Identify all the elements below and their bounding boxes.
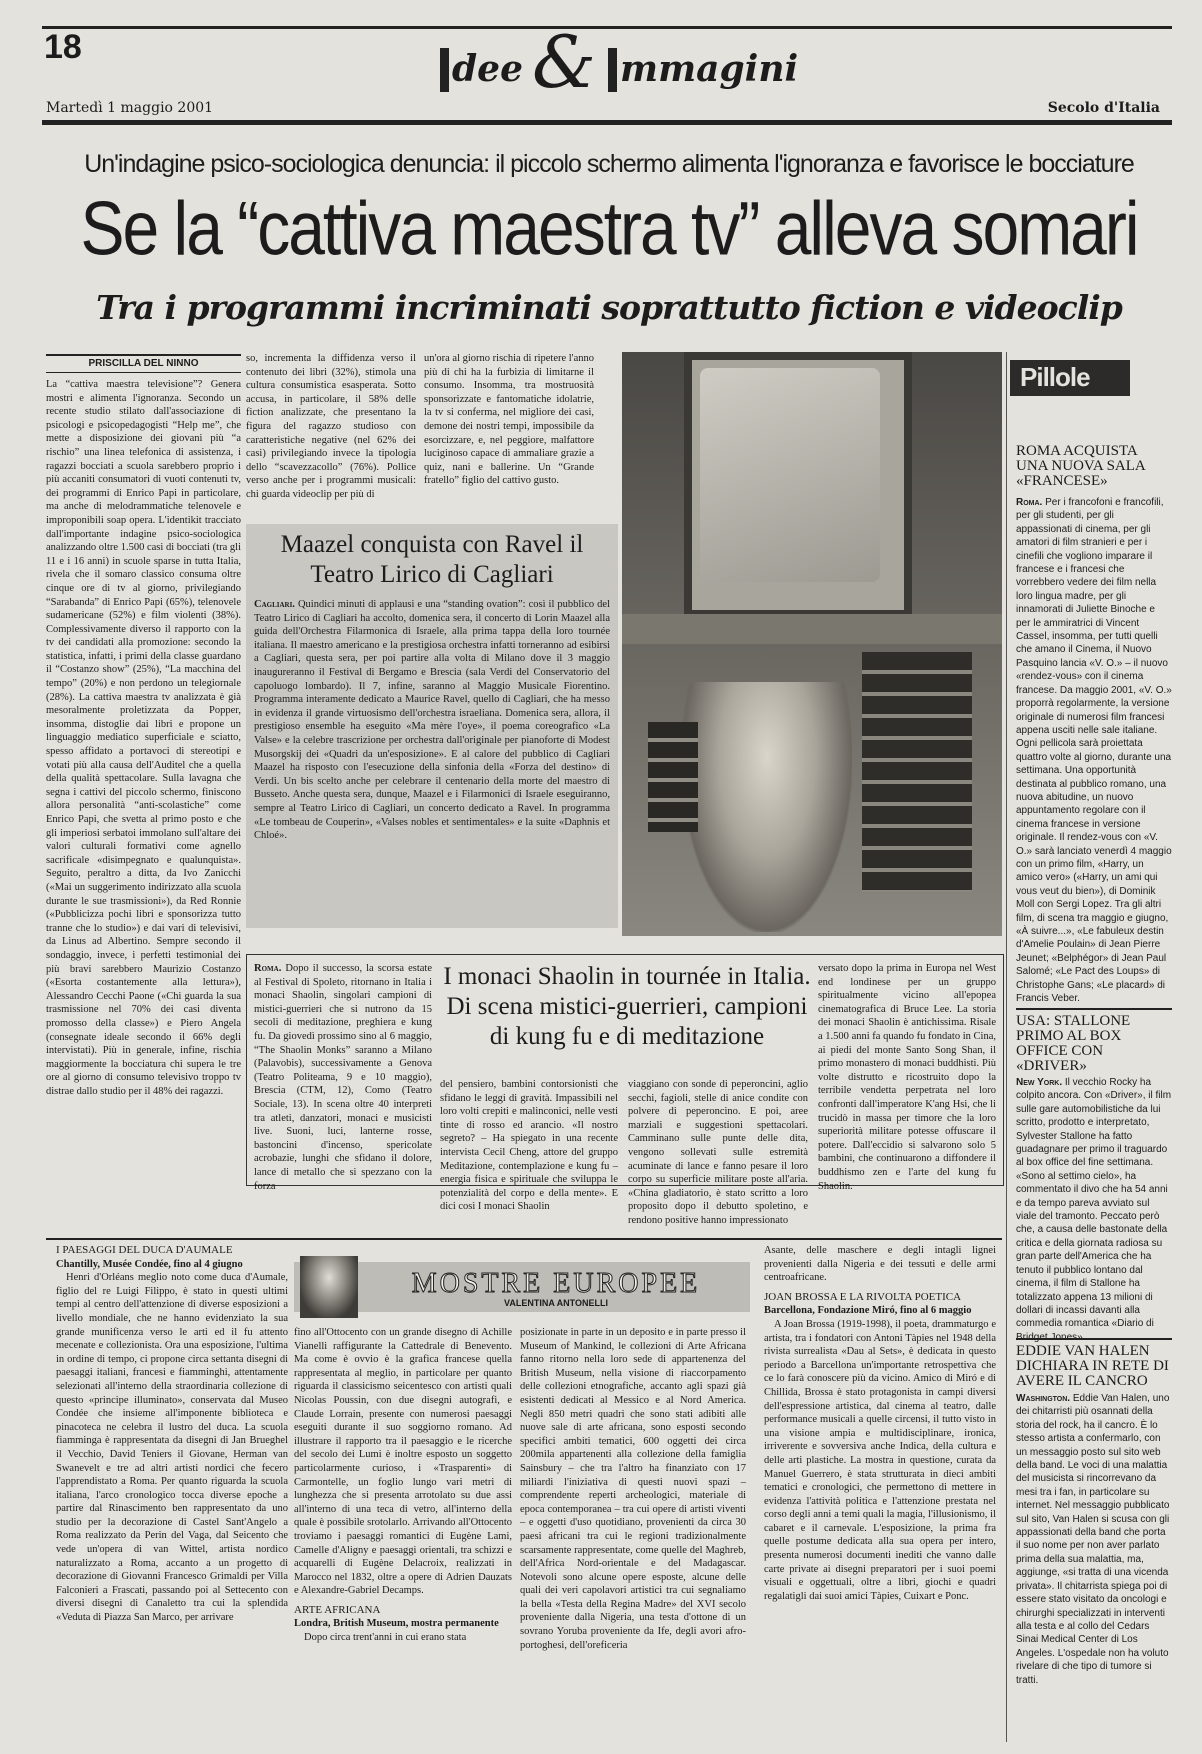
shaolin-col3-text: viaggiano con sonde di peperoncini, aglio secchi, fagioli, stelle di anice condite con polvere di peperoncino. E poi, aree marziali e suggestioni spettacolari. Camminano sulle punte delle dita, vengono sollevati sulle estremità acuminate di lance e fanno pesare il loro corpo su superficie militare poste all'aria. «China gladiatorio, è stato scritto a loro proposito dopo il debutto spoletino, e rendono positive hanno impressionato — [628, 1079, 808, 1226]
mostre-left-heading: I PAESAGGI DEL DUCA D'AUMALE — [56, 1244, 233, 1256]
maazel-text — [254, 598, 610, 843]
author-rule-bottom — [46, 372, 241, 373]
mona-lisa-icon — [300, 1256, 358, 1318]
mostre-right-heading: JOAN BROSSA E LA RIVOLTA POETICA — [764, 1290, 962, 1303]
tv-set — [684, 352, 912, 618]
tv-photo — [622, 352, 1002, 936]
sidebar-divider — [1006, 352, 1007, 1742]
main-article-col1 — [46, 378, 241, 1218]
mostre-mid1-text: fino all'Ottocento con un grande disegno di Achille Vianelli raffigurante la Cattedrale di Benevento. Ma come è ovvio è la grafica francese quella rappresentata al meglio, in particolare per quanto riguarda il classicismo seicentesco con artisti quali Nicolas Poussin, con due disegni autografi, e Claude Lorrain, presente con numerosi paesaggi eseguiti durante il suo soggiorno romano. Ad illustrare il rapporto tra il paesaggio e le ricerche del secolo dei Lumi è inoltre esposto un soggetto particolarmente curioso, i «Trasparenti» di Carmontelle, un foglio lungo vari metri di lunghezza che si presenta arrotolato su due assi all'interno di una teca di vetro, all'interno della quale è possibile srotolarlo. Arrivando all'Ottocento troviamo i paesaggi romantici di Eugène Lami, Camelle d'Aligny e paesaggi orientali, tra schizzi e acquarelli di Eugène Delacroix, realizzati in Marocco nel 1832, oltre a opere di Adrien Dauzats e Alexandre-Gabriel Decamps. — [294, 1327, 512, 1597]
pillola-1-headline: ROMA ACQUISTA UNA NUOVA SALA «FRANCESE» — [1016, 443, 1145, 489]
pillola-2-text — [1016, 1076, 1172, 1330]
child-figure — [682, 682, 852, 932]
pillole-title: Pillole — [1020, 362, 1090, 392]
mostre-banner — [294, 1262, 750, 1312]
video-tapes — [862, 652, 972, 892]
shaolin-dateline: Roma. — [254, 963, 282, 974]
maazel-dateline: Cagliari. — [254, 599, 295, 610]
mostre-right-sub: Barcellona, Fondazione Miró, fino al 6 maggio — [764, 1305, 972, 1317]
main-headline: Se la “cattiva maestra tv” alleva somari — [80, 185, 1138, 271]
issue-date: Martedì 1 maggio 2001 — [46, 100, 214, 116]
shaolin-col3 — [628, 1078, 808, 1226]
pillola-3-rule — [1016, 1338, 1172, 1340]
maazel-headline: Maazel conquista con Ravel il Teatro Lirico di Cagliari — [280, 531, 584, 588]
bottom-section-rule — [46, 1238, 1002, 1240]
mostre-mid1-tail: Dopo circa trent'anni in cui erano stata — [304, 1632, 467, 1644]
mostre-left-col — [56, 1244, 288, 1744]
mostre-right-text: A Joan Brossa (1919-1998), il poeta, drammaturgo e artista, tra i fondatori con Antoni Tàpies nel 1948 della rivista surrealista «Dau al Sets», è dedicata in questo periodo a Barcellona un'importante retrospettiva che ce lo farà conoscere più da vicino. Amico di Miró e di Chillida, Brossa è stato protagonista in campi diversi dell'espressione artistica, dal cinema al teatro, dalle performance musicali a quelle circensi, il tutto visto in una visione ampia e multidisciplinare, ironica, irriverente e sovversiva anche Indica, della cultura e delle arti plastiche. La mostra in questione, curata da Manuel Guerrero, è stata strutturata in dieci ambiti tematici e cronologici, che permettono di mettere in evidenza l'attività politica e l'attenzione prestata nel corso degli anni a temi quali la magia, l'illusionismo, il cabaret e il carnevale. L'esposizione, la prima fra quelle postume dedicata alla sua opera per intero, presenta numerosi documenti inediti che vanno dalle carte private ai disegni preparatori per i suoi poemi visuali e oggettuali, oltre a libri, giochi e quadri regalatigli dai suoi amici Tàpies, Cuixart e Ponc. — [764, 1318, 996, 1602]
mostre-right-col — [764, 1244, 996, 1744]
main-kicker: Un'indagine psico-sociologica denuncia: il piccolo schermo alimenta l'ignoranza e favorisce le bocciature — [84, 150, 1134, 178]
mostre-mid1-col — [294, 1326, 512, 1744]
main-col3-text: un'ora al giorno rischia di ripetere l'anno più di chi ha la furbizia di limitarne il consumo. Insomma, tra mostruosità sponsorizzate e fantomatiche idolatrie, la tv si conferma, nel migliore dei casi, demone dei nostri tempi, impossibile da esorcizzare, e, nel peggiore, malfattore luciginoso capace di ammaliare grazie a quiz, nani e ballerine. Un “Grande fratello” figlio del cattivo gusto. — [424, 353, 594, 487]
article-author: PRISCILLA DEL NINNO — [88, 358, 199, 369]
author-rule-top — [46, 354, 241, 356]
main-article-col3 — [424, 352, 594, 518]
mostre-left-text: Henri d'Orléans meglio noto come duca d'Aumale, figlio del re Luigi Filippo, è stato in questi ultimi tempi al centro dell'attenzione di diverse esposizioni a livello mondiale, che ne hanno evidenziato la sua grande munificenza verso le arti ed il fu attento mecenate e collezionista. Ora una esposizione, l'ultima in ordine di tempo, ci propone circa settanta disegni di paesaggi italiani, francesi e fiamminghi, attentamente selezionati all'interno della straordinaria collezione di questo «principe illuminato», conservata dal Museo Condée che insieme all'imponente biblioteca e pinacoteca ne celebra il lustro del duca. La scuola fiamminga è rappresentata da disegni di Jan Brueghel il Vecchio, David Teniers il Giovane, Herman van Swanevelt e tre ad altri artisti nordici che fecero l'apprendistato a Roma. Per quanto riguarda la scuola italiana, l'arco cronologico tocca diverse epoche a partire dal Rinascimento ben rappresentato da uno studio per la decorazione di Castel Sant'Angelo a Roma realizzato da Perin del Vaga, dal Seicento che vede un'opera di van Wittel, artista nordico naturalizzato a Roma, accanto a un progetto di decorazione di Giovanni Francesco Grimaldi per Villa Falconieri a Frascati, passando poi al Settecento con diversi disegni di Canaletto tra cui la splendida «Veduta di Piazza San Marco, per arrivare — [56, 1272, 288, 1624]
main-col1-text: La “cattiva maestra televisione”? Genera mostri e alimenta l'ignoranza. Secondo un recente studio stilato dall'associazione di psicologi e psicopedagogisti “Help me”, che mette a disposizione dei giovani più “a rischio” una linea telefonica di assistenza, i ragazzi bocciati a scuola sarebbero proprio i più accaniti consumatori di vuoti contenuti tv, dei programmi di Enrico Papi in particolare, ma anche di melodrammatiche telenovele e improponibili soap opera. L'identikit tracciato dall'importante indagine psico-sociologica analizzando oltre 1.500 casi di bocciati (tra gli 11 e i 16 anni) in scuole sparse in tutta Italia, rivela che il somaro classico consuma oltre cinque ore di tv al giorno, privilegiando “Sarabanda” di Enrico Papi (65%), telenovele sudamericane (52%) e film violenti (38%). Complessivamente diverso il rapporto con la tv dei candidati alla promozione: secondo la statistica, infatti, i primi della classe guardano il “Costanzo show” (25%), “La macchina del tempo” (20%) e non perdono un telegiornale (28%). La cattiva maestra tv analizzata è già mesoralmente proletizzata da Popper, insomma, distoglie dai libri e propone un linguaggio mediatico superficiale e sciatto, spesso affidato a portavoci di stereotipi e votati più alla causa dell'Auditel che a quella della qualità spettacolare. Sulla lavagna che segna i cattivi del piccolo schermo, finiscono allora personalità “anti-scolastiche” come Enrico Papi, che svetta al primo posto e che gli imperiosi serbatoi immolano sull'altare dei valori culturali formativi come agnello sacrificale «disimpegnato e qualunquista». Seguito, peraltro a ditta, da Ivo Zanicchi («Mai un suggerimento indirizzato alla scuola durante le sue trasmissioni»), da Red Ronnie («Pubblicizza pochi libri e sponsorizza tutto tranne che lo studio») e dai vari di televisivi, da Linus ad Albertino. Sempre secondo il sondaggio, invece, i perfetti testimonial dei più bravi sarebbero Maurizio Costanzo («Esorta costantemente alla lettura»), Alessandro Cecchi Paone («Chi guarda la sua trasmissione nel 70% dei casi diventa promosso della classe») e Piero Angela (consegnate ideale secondo il 66% degli intervistati). Più in generale, infine, rischia maggiormente la bocciatura chi supera le tre ore al giorno di consumo televisivo troppo tv distrae dallo studio per il 48% dei ragazzi. — [46, 379, 241, 1097]
shaolin-col1-body: Dopo il successo, la scorsa estate al Festival di Spoleto, ritornano in Italia i monaci Shaolin, singolari campioni di mistici-guerrieri che si nutrono da 15 secoli di meditazione, preghiera e kung fu. Da giovedì prossimo sino al 6 maggio, “The Shaolin Monks” saranno a Milano (Palavobis), successivamente a Genova (Teatro Politeama, 9 e 10 maggio), Brescia (CTM, 12), Como (Teatro Sociale, 13). In scena oltre 40 interpreti tra atleti, danzatori, monaci e musicisti live. Suoni, luci, lanterne rosse, bastoncini d'incenso, spericolate acrobazie, lunghi che sfidano il dolore, lance di metallo che si spezzano con la forza — [254, 963, 432, 1192]
pillola-1-text — [1016, 496, 1172, 1005]
masthead-word-2: mmagini — [620, 48, 799, 90]
main-col2-text: so, incrementa la diffidenza verso il contenuto dei libri (32%), stimola una cultura consumistica esasperata. Sotto accusa, in particolare, il 58% delle fiction analizzate, che presentano la figura del ragazzo studioso con caratteristiche negative (nel 62% dei casi) privilegiando invece la tipologia dello “scavezzacollo” (76%). Pollice verso anche per i programmi musicali: chi guarda videoclip per più di — [246, 353, 416, 500]
mostre-mid1-sub: Londra, British Museum, mostra permanente — [294, 1618, 499, 1630]
pillola-2-body: Il vecchio Rocky ha colpito ancora. Con «Driver», il film sulle gare automobilistiche da lui scritto, prodotto e interpretato, Sylvester Stallone ha fatto guadagnare per primo il traguardo al box office del fine settimana. «Sono al settimo cielo», ha commentato il divo che ha 54 anni e da tempo pareva avviato sul viale del tramonto. Peccato però che, a causa delle bastonate della critica e della giornata radiosa su gran parte dell'America che ha tenuto il pubblico lontano dal cinema, il film di Stallone ha totalizzato appena 13 milioni di dollari di incassi davanti alla commedia romantica «Diario di — [1016, 1077, 1172, 1330]
page-number: 18 — [44, 28, 82, 66]
masthead-word-1: dee — [452, 48, 523, 90]
mostre-mid2-col — [520, 1326, 746, 1744]
shaolin-col1 — [254, 962, 432, 1192]
pillola-3-text — [1016, 1392, 1172, 1744]
pillola-3-dateline: Washington. — [1016, 1393, 1071, 1404]
pillola-3-headline: EDDIE VAN HALEN DICHIARA IN RETE DI AVERE IL CANCRO — [1016, 1343, 1169, 1389]
shaolin-col1-text — [254, 962, 432, 1193]
pillola-1-body: Per i francofoni e francofili, per gli studenti, per gli appassionati di cinema, per gli amatori di film stranieri e per i cinefili che vogliono imparare il francese e i francesi che vorrebbero vedere dei film nella loro lingua madre, per gli innamorati di Juliette Binoche e per le ammiratrici di Vincent Cassel, insomma, per tutti quelli che amano il Cinema, il Nuovo Pasquino lancia «V. O.» – il nuovo «rendez-vous» con il cinema francese. Da maggio 2001, «V. O.» proporrà regolarmente, la versione originale di numerosi film francesi appena usciti nelle sale italiane. Ogni pellicola sarà proiettata quattro volte al giorno, durante una settimana. Una opportunità destinata al pubblico romano, una nuova abitudine, un nuovo appuntamento regolare con il cinema francese in versione originale. Il rendez-vous con «V. O.» sarà lanciato venerdì 4 maggio con un primo film, «Harry, un amico vero» («Harry, un ami qui vous veut du bien»), di Dominik Moll con Sergi Lopez. Tra gli altri film, di scena tra maggio e giugno, «À suivre...», «Le fabuleux destin d'Amelie Poulain» di Jean Pierre Jeunet; «Belphégor» di Jean Paul Salomé; «Le Pact des Loups» di Christophe Gans; «Le placard» di Francis Veber. — [1016, 497, 1172, 1005]
mostre-mid2-text: posizionate in parte in un deposito e in parte presso il Museum of Mankind, le collezioni di Arte Africana fanno ritorno nella loro sede di appartenenza del British Museum, nella visione di riaccorpamento delle collezioni etnografiche, accanto agli spazi già esistenti dedicati al Messico e al Nord America. Negli 850 metri quadri che sono stati adibiti alle nuove sale di arte africana, sono esposti secondo specifici ambiti tematici, 600 oggetti dei circa 200mila appartenenti alla collezione della famiglia Sainsbury – che tra l'altro ha finanziato con 17 miliardi l'iniziativa di questi nuovi spazi – comprendente reperti archeologici, materiale di epoca contemporanea – tra cui opere di artisti viventi – e oggetti d'uso quotidiano, provenienti da circa 30 paesi africani tra cui le regioni tradizionalmente scarsamente rappresentate, come quelle del Maghreb, dell'Africa Nord-orientale e del Madagascar. Notevoli sono alcune opere esposte, alcune delle quali dei veri capolavori artistici tra cui segnaliamo la bella «Testa della Regina Madre» del XVI secolo proveniente dalla Nigeria, una testa d'ottone di un sovrano Yoruba proveniente da Ife, degli avori afro-portoghesi, dell'oreficeria — [520, 1327, 746, 1651]
left-tapes — [648, 722, 698, 832]
maazel-text-col — [254, 598, 610, 923]
shaolin-col2 — [440, 1078, 618, 1213]
shaolin-col4-text: versato dopo la prima in Europa nel West end londinese per un gruppo spiritualmente vicino all'epopea cinematografica di Bruce Lee. La storia dei monaci Shaolin è antichissima. Risale a 1.500 anni fa quando fu fondato in Cina, ai piedi del monte Santo Song Shan, il primo monastero di monaci buddhisti. Più volte distrutto e ricostruito dopo la terribile vendetta perpetrata nel loro confronti dall'imperatore K'ang Hsi, che li trucidò in massa per timore che la loro superiorità militare potesse offuscare il potere. Dall'eccidio si salvarono solo 5 bambini, che continuarono a diffondere il buddhismo zen e l'arte del kung fu Shaolin. — [818, 963, 996, 1192]
main-subheadline: Tra i programmi incriminati soprattutto fiction e videoclip — [96, 288, 1122, 327]
pillola-1-dateline: Roma. — [1016, 497, 1043, 508]
newspaper-name: Secolo d'Italia — [1047, 100, 1160, 116]
tv-screen — [700, 368, 880, 582]
mostre-left-sub: Chantilly, Musée Condée, fino al 4 giugno — [56, 1258, 243, 1270]
mostre-author: VALENTINA ANTONELLI — [504, 1298, 608, 1308]
shaolin-col4 — [818, 962, 996, 1192]
maazel-body: Quindici minuti di applausi e una “standing ovation”: così il pubblico del Teatro Lirico di Cagliari ha accolto, domenica sera, il concerto di Lorin Maazel alla guida dell'Orchestra Filarmonica di Israele, alla prima tappa della loro tournée italiana. Il maestro americano e la prestigiosa orchestra infatti torneranno ad esibirsi a Cagliari, questa sera, per poi partire alla volta di Milano dove il 3 maggio inaugureranno il Festival di Bergamo e Brescia (sala Verdi del Conservatorio del capoluogo lombardo). Il 7, infine, saranno al Maggio Musicale Fiorentino. Programma interamente dedicato a Maurice Ravel, quello di Cagliari, che ha messo in evidenza il grande virtuosismo dell'orchestra israeliana. Domenica sera, allora, il prestigioso ensemble ha eseguito «Ma mère l'oye», il poema coreografico «La Valse» e la celebre trascrizione per orchestra dall'originale per pianoforte di Modest Musorgskij dei «Quadri da un'esposizione». E al calore del pubblico di Cagliari Maazel ha risposto con l'esecuzione della sinfonia della «Forza del destino» di Verdi. Un bis scelto anche per celebrare il centenario della morte del maestro di Busseto. Anche questa sera, dunque, Maazel e i Filarmonici di Israele eseguiranno, sempre al Teatro Lirico di Cagliari, un concerto dedicato a Ravel. In programma «Le tombeau de Couperin», «Valses nobles et sentimentales» e la suite «Daphnis et Chloé». — [254, 599, 611, 842]
header-rule — [42, 120, 1172, 125]
pillola-3-body: Eddie Van Halen, uno dei chitarristi più osannati della storia del rock, ha il cancro. È lo stesso artista a confermarlo, con un messaggio posto sul sito web della band. Le voci di una malattia del musicista si rincorrevano da mesi tra i fan, in particolare su internet. Nel messaggio pubblicato sul sito, Van Halen si scusa con gli appassionati della band che porta il suo nome per non aver parlato prima della sua malattia, ma, aggiunge, «si tratta di una vicenda privata». Il chitarrista spiega poi di essere stato visitato da oncologi e chirurghi specializzati in interventi alla testa e al collo del Cedars Sinai Medical Center di Los Angeles. L'ospedale non ha voluto rivelare di che tipo di tumore si tratti. — [1016, 1393, 1170, 1686]
pillole-tag — [1010, 360, 1130, 396]
shaolin-col2-text: del pensiero, bambini contorsionisti che sfidano le leggi di gravità. Impassibili nel loro volti crepiti e malinconici, nelle vesti tinte di rosso ed arancio. «Il nostro segreto? – Ha spiegato in una recente intervista Cecil Cheng, attore del gruppo Meditazione, contemplazione e kung fu – energia fisica e spirituale che sviluppa le potenzialità del corpo e della mente». E dici così I monaci Shaolin — [440, 1079, 618, 1213]
main-article-col2 — [246, 352, 416, 518]
mostre-mid1-heading: ARTE AFRICANA — [294, 1603, 381, 1616]
tv-stand — [622, 614, 1002, 644]
masthead-ampersand: & — [532, 20, 597, 104]
masthead-bar-left — [440, 48, 449, 92]
pillola-2-dateline: New York. — [1016, 1077, 1063, 1088]
mostre-title: MOSTRE EUROPEE — [411, 1268, 701, 1299]
pillola-2-rule — [1016, 1008, 1172, 1010]
masthead-bar-right — [608, 48, 617, 92]
section-masthead — [440, 22, 820, 102]
shaolin-headline: I monaci Shaolin in tournée in Italia. Di scena mistici-guerrieri, campioni di kung fu e di meditazione — [443, 963, 811, 1050]
pillola-2-headline: USA: STALLONE PRIMO AL BOX OFFICE CON «DRIVER» — [1016, 1013, 1131, 1074]
mostre-right-top: Asante, delle maschere e degli intagli lignei provenienti dalla Nigeria e dei tessuti e delle armi centroafricane. — [764, 1245, 996, 1284]
